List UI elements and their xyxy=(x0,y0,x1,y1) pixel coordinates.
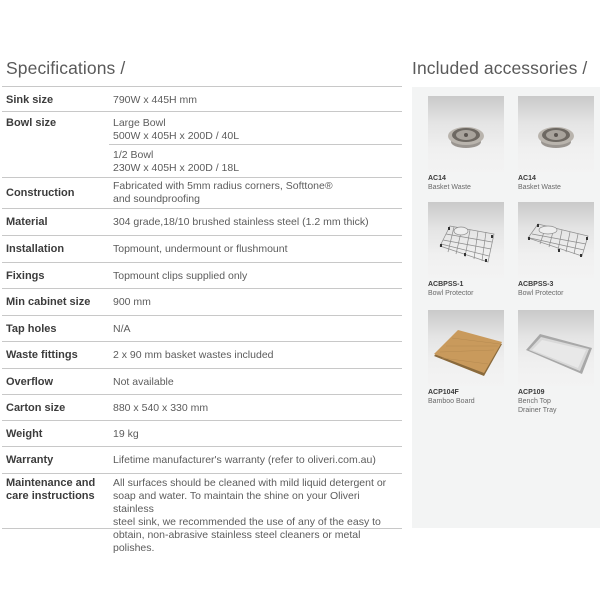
spec-label: Bowl size xyxy=(6,117,57,129)
spec-value: Lifetime manufacturer's warranty (refer to oliveri.com.au) xyxy=(113,454,376,466)
basket-waste-image xyxy=(428,96,504,172)
accessory-item xyxy=(428,310,504,406)
spec-value-line: and soundproofing xyxy=(113,193,200,205)
spec-value: 900 mm xyxy=(113,296,151,308)
accessory-item xyxy=(428,202,504,298)
spec-label xyxy=(6,477,95,503)
accessory-code: AC14 xyxy=(428,175,446,182)
spec-row-maintenance xyxy=(2,473,402,554)
accessory-name: Bench Top xyxy=(518,398,551,405)
spec-value xyxy=(113,117,400,143)
spec-sub-value xyxy=(113,149,400,175)
accessory-item xyxy=(518,96,594,192)
accessories-title: Included accessories / xyxy=(412,58,588,78)
spec-label-line: care instructions xyxy=(6,490,95,502)
spec-row-min-cabinet-size xyxy=(2,288,402,315)
specifications-table xyxy=(2,86,402,554)
spec-value: 880 x 540 x 330 mm xyxy=(113,402,209,414)
drainer-tray-image xyxy=(518,310,594,386)
spec-row-warranty xyxy=(2,446,402,473)
spec-row-material xyxy=(2,208,402,235)
spec-row-carton-size xyxy=(2,394,402,420)
spec-label: Sink size xyxy=(6,94,54,106)
spec-label: Waste fittings xyxy=(6,349,78,361)
spec-label-line: Maintenance and xyxy=(6,477,96,489)
spec-value: 790W x 445H mm xyxy=(113,94,198,106)
spec-row-overflow xyxy=(2,368,402,394)
spec-value-line: All surfaces should be cleaned with mild liquid detergent or xyxy=(113,477,387,489)
bamboo-board-image xyxy=(428,310,504,386)
accessory-name: Basket Waste xyxy=(428,184,471,191)
sub-divider xyxy=(109,144,402,145)
spec-label: Warranty xyxy=(6,454,54,466)
accessory-name: Bowl Protector xyxy=(428,290,474,297)
basket-waste-image xyxy=(518,96,594,172)
spec-value: Not available xyxy=(113,376,174,388)
accessory-name: Bowl Protector xyxy=(518,290,564,297)
spec-value-line: 1/2 Bowl xyxy=(113,149,154,161)
spec-label: Min cabinet size xyxy=(6,296,91,308)
spec-value: 2 x 90 mm basket wastes included xyxy=(113,349,274,361)
spec-value: 304 grade,18/10 brushed stainless steel (1.2 mm thick) xyxy=(113,216,369,228)
accessory-code: AC14 xyxy=(518,175,536,182)
accessory-item xyxy=(518,310,594,415)
accessory-code: ACP109 xyxy=(518,389,545,396)
spec-label: Material xyxy=(6,216,48,228)
accessories-panel xyxy=(412,87,600,528)
spec-value xyxy=(113,477,400,555)
spec-label: Tap holes xyxy=(6,323,57,335)
spec-value-line: steel sink, we recommended the use of any of the easy to xyxy=(113,516,381,528)
spec-value-line: obtain, non-abrasive stainless steel cleaners or metal polishes. xyxy=(113,529,361,554)
spec-row-tap-holes xyxy=(2,315,402,341)
spec-row-installation xyxy=(2,235,402,262)
spec-value: 19 kg xyxy=(113,428,139,440)
accessory-name: Bamboo Board xyxy=(428,398,475,405)
spec-label: Construction xyxy=(6,187,75,199)
accessory-item xyxy=(518,202,594,298)
accessory-code: ACP104F xyxy=(428,389,459,396)
spec-value-line: Fabricated with 5mm radius corners, Softtone® xyxy=(113,180,333,192)
spec-label: Carton size xyxy=(6,402,66,414)
accessory-code: ACBPSS-3 xyxy=(518,281,554,288)
accessory-name: Drainer Tray xyxy=(518,407,557,414)
spec-label: Installation xyxy=(6,243,65,255)
spec-row-waste-fittings xyxy=(2,341,402,368)
spec-value-line: 230W x 405H x 200D / 18L xyxy=(113,162,240,174)
bowl-protector-image xyxy=(428,202,504,278)
spec-label: Fixings xyxy=(6,270,45,282)
spec-label: Weight xyxy=(6,428,43,440)
spec-value: Topmount, undermount or flushmount xyxy=(113,243,288,255)
spec-value: N/A xyxy=(113,323,131,335)
spec-row-sink-size xyxy=(2,86,402,111)
bowl-protector-image xyxy=(518,202,594,278)
spec-value-line: 500W x 405H x 200D / 40L xyxy=(113,130,240,142)
accessory-item xyxy=(428,96,504,192)
spec-value-line: soap and water. To maintain the shine on your Oliveri stainless xyxy=(113,490,360,515)
spec-value: Topmount clips supplied only xyxy=(113,270,248,282)
spec-row-bowl-size xyxy=(2,111,402,177)
spec-row-weight xyxy=(2,420,402,446)
accessory-code: ACBPSS-1 xyxy=(428,281,464,288)
specifications-title: Specifications / xyxy=(6,58,126,78)
spec-row-fixings xyxy=(2,262,402,288)
spec-row-construction xyxy=(2,177,402,208)
accessory-name: Basket Waste xyxy=(518,184,561,191)
spec-label: Overflow xyxy=(6,376,54,388)
spec-value-line: Large Bowl xyxy=(113,117,166,129)
spec-value xyxy=(113,180,400,206)
